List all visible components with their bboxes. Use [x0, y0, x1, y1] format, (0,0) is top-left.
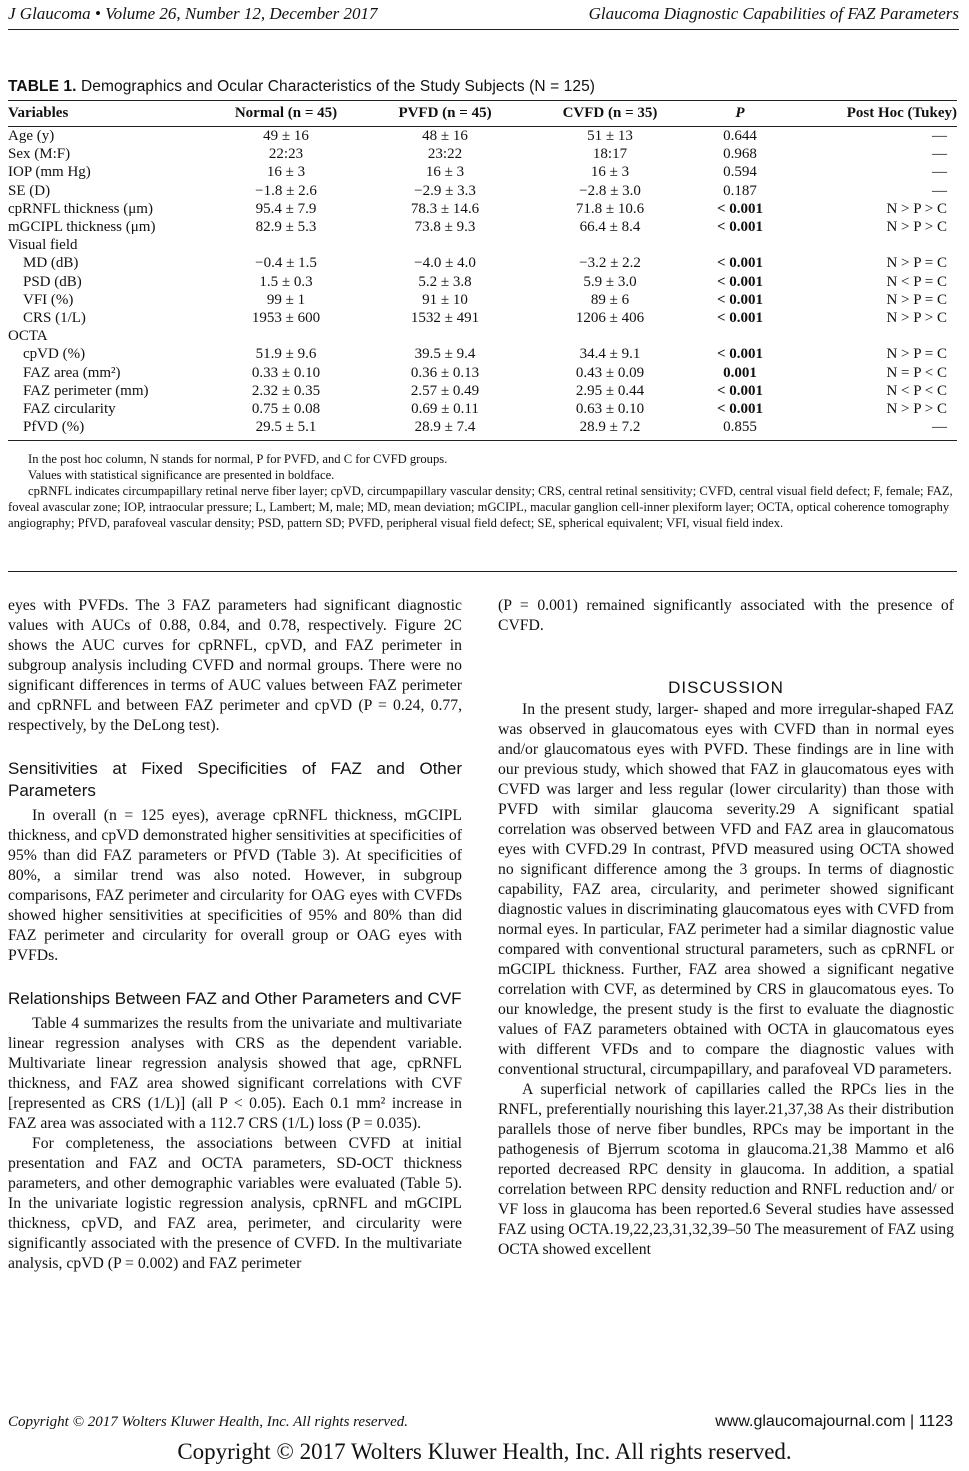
cell-p-value: < 0.001 — [716, 401, 764, 418]
row-label: SE (D) — [8, 182, 51, 199]
cell-posthoc — [788, 327, 957, 345]
cell-posthoc: N > P = C — [886, 346, 947, 363]
cell-cvfd: 28.9 ± 7.2 — [579, 419, 641, 436]
paragraph: For completeness, the associations between CVFD at initial presentation and FAZ and OCTA parameters, SD-OCT thickness parameters, and other demographic variables were evaluated (Table 5). In the univariate logistic regression analysis, cpRNFL and mGCIPL thickness, cpVD, and FAZ area, perimeter, and circularity were significantly associated with the presence of CVFD. In the multivariate analysis, cpVD (P = 0.002) and FAZ perimeter — [8, 1135, 462, 1272]
cell-normal: −0.4 ± 1.5 — [255, 255, 317, 272]
cell-pvfd: 0.69 ± 0.11 — [411, 401, 479, 418]
cell-normal — [210, 327, 362, 345]
cell-normal: 51.9 ± 9.6 — [255, 346, 317, 363]
col-header-p: P — [735, 105, 745, 121]
table-row — [8, 236, 957, 254]
table-row — [8, 418, 957, 436]
cell-posthoc: — — [932, 164, 947, 181]
cell-cvfd: 1206 ± 406 — [575, 310, 645, 327]
journal-citation: J Glaucoma • Volume 26, Number 12, December 2017 — [8, 4, 378, 23]
cell-normal: 2.32 ± 0.35 — [251, 382, 321, 399]
cell-normal: 82.9 ± 5.3 — [255, 219, 317, 236]
cell-posthoc — [788, 236, 957, 254]
section-heading-discussion: DISCUSSION — [668, 678, 784, 697]
table-row — [8, 200, 957, 218]
running-header — [8, 3, 959, 25]
table-1 — [8, 78, 957, 531]
cell-p-value: 0.001 — [723, 364, 757, 381]
demographics-table — [8, 101, 957, 436]
cell-normal: 0.33 ± 0.10 — [251, 364, 321, 381]
cell-posthoc: — — [932, 182, 947, 199]
row-label: mGCIPL thickness (μm) — [8, 219, 156, 236]
cell-p-value: < 0.001 — [716, 273, 764, 290]
table-row — [8, 273, 957, 291]
cell-posthoc: N > P = C — [886, 291, 947, 308]
cell-p-value: < 0.001 — [716, 255, 764, 272]
table-footnotes — [8, 451, 957, 531]
bottom-copyright: Copyright © 2017 Wolters Kluwer Health, Inc. All rights reserved. — [177, 1439, 792, 1464]
cell-p-value: 0.968 — [723, 146, 757, 163]
cell-p-value: 0.594 — [723, 164, 757, 181]
row-label: Age (y) — [8, 128, 55, 144]
cell-pvfd: 91 ± 10 — [422, 291, 468, 308]
row-label: IOP (mm Hg) — [8, 164, 91, 181]
cell-pvfd: 73.8 ± 9.3 — [414, 219, 476, 236]
paragraph: (P = 0.001) remained significantly associated with the presence of CVFD. — [498, 597, 954, 634]
cell-pvfd: −4.0 ± 4.0 — [414, 255, 476, 272]
cell-cvfd: 5.9 ± 3.0 — [583, 273, 637, 290]
cell-p-value: < 0.001 — [716, 346, 764, 363]
col-header-cvfd: CVFD (n = 35) — [562, 105, 658, 121]
row-label: FAZ area (mm²) — [23, 364, 121, 381]
cell-posthoc: N > P > C — [886, 200, 947, 217]
cell-p-value: < 0.001 — [716, 382, 764, 399]
cell-posthoc: N < P < C — [886, 382, 947, 399]
row-label: OCTA — [8, 328, 48, 345]
cell-pvfd: 2.57 ± 0.49 — [410, 382, 480, 399]
paragraph: In overall (n = 125 eyes), average cpRNFL thickness, mGCIPL thickness, and cpVD demonstrated higher sensitivities at specificities of 95% than did FAZ parameters or PfVD (Table 3). At specificities of 80%, a similar trend was also noted. However, in subgroup comparisons, FAZ perimeter and circularity for OAG eyes with CVFDs showed higher sensitivities at specificities of 95% and 80% than did FAZ perimeter and circularity for overall group or OAG eyes with PVFDs. — [8, 807, 462, 964]
row-label: CRS (1/L) — [23, 310, 86, 327]
table-title: Demographics and Ocular Characteristics of the Study Subjects (N = 125) — [80, 78, 596, 95]
cell-pvfd: 1532 ± 491 — [410, 310, 480, 327]
cell-posthoc: N > P = C — [886, 255, 947, 272]
cell-p-value: 0.644 — [723, 128, 757, 144]
footer-copyright: Copyright © 2017 Wolters Kluwer Health, Inc. All rights reserved. — [8, 1413, 408, 1430]
footnote-abbreviations: cpRNFL indicates circumpapillary retinal nerve fiber layer; cpVD, circumpapillary vascular density; CRS, central retinal sensitivity; CVFD, central visual field defect; F, female; FAZ, foveal avascular zone; IOP, intraocular pressure; L, Lambert; M, male; MD, mean deviation; mGCIPL, macular ganglion cell-inner plexiform layer; OCTA, optical coherence tomography angiography; PfVD, parafoveal vascular density; PSD, pattern SD; PVFD, peripheral visual field defect; SE, spherical equivalent; VFI, visual field index. — [8, 484, 953, 531]
cell-pvfd: 23:22 — [427, 146, 463, 163]
table-bottom-rule — [8, 440, 957, 441]
cell-posthoc: N < P = C — [886, 273, 947, 290]
table-row — [8, 145, 957, 163]
cell-posthoc: N > P > C — [886, 401, 947, 418]
table-row — [8, 182, 957, 200]
row-label: PSD (dB) — [23, 273, 82, 290]
cell-cvfd: 2.95 ± 0.44 — [575, 382, 645, 399]
paragraph: Table 4 summarizes the results from the univariate and multivariate linear regression analyses with CRS as the dependent variable. Multivariate linear regression analysis showed that age, cpRNFL thickness, and FAZ area showed significant correlations with CVF [represented as CRS (1/L)] (all P < 0.05). Each 0.1 mm² increase in FAZ area was associated with a 112.7 CRS (1/L) loss (P = 0.035). — [8, 1015, 462, 1132]
cell-pvfd: 0.36 ± 0.13 — [410, 364, 480, 381]
table-row — [8, 218, 957, 236]
cell-normal: 95.4 ± 7.9 — [255, 200, 317, 217]
table-row — [8, 127, 957, 145]
table-row — [8, 254, 957, 272]
table-caption — [8, 78, 957, 96]
section-heading-sensitivities: Sensitivities at Fixed Specificities of FAZ and Other Parameters — [8, 759, 462, 800]
cell-pvfd: −2.9 ± 3.3 — [414, 182, 476, 199]
cell-normal: 49 ± 16 — [263, 128, 309, 144]
cell-pvfd — [362, 236, 528, 254]
cell-cvfd: 18:17 — [592, 146, 628, 163]
section-heading-relationships: Relationships Between FAZ and Other Parameters and CVF — [8, 989, 462, 1008]
cell-p-value: < 0.001 — [716, 291, 764, 308]
footnote-boldface: Values with statistical significance are presented in boldface. — [28, 468, 335, 483]
cell-cvfd: 34.4 ± 9.1 — [579, 346, 641, 363]
table-row — [8, 400, 957, 418]
footer-journal-page: www.glaucomajournal.com | 1123 — [715, 1413, 953, 1430]
table-row — [8, 327, 957, 345]
cell-cvfd: −2.8 ± 3.0 — [579, 182, 641, 199]
cell-posthoc: N = P < C — [886, 364, 947, 381]
cell-normal: 1.5 ± 0.3 — [259, 273, 313, 290]
cell-cvfd — [528, 327, 692, 345]
article-short-title: Glaucoma Diagnostic Capabilities of FAZ Parameters — [588, 4, 959, 23]
cell-cvfd: 0.43 ± 0.09 — [575, 364, 645, 381]
cell-posthoc: N > P > C — [886, 219, 947, 236]
cell-posthoc: — — [932, 419, 947, 436]
cell-p-value: < 0.001 — [716, 219, 764, 236]
cell-normal: 22:23 — [268, 146, 304, 163]
cell-pvfd: 78.3 ± 14.6 — [410, 200, 480, 217]
table-row — [8, 291, 957, 309]
cell-normal: 0.75 ± 0.08 — [251, 401, 321, 418]
table-row — [8, 345, 957, 363]
cell-cvfd: 89 ± 6 — [590, 291, 630, 308]
cell-p-value: 0.855 — [723, 419, 757, 436]
table-row — [8, 163, 957, 181]
cell-cvfd: 16 ± 3 — [590, 164, 630, 181]
row-label: MD (dB) — [23, 255, 79, 272]
footnote-posthoc: In the post hoc column, N stands for normal, P for PVFD, and C for CVFD groups. — [28, 452, 448, 467]
cell-p-value — [692, 327, 788, 345]
page-footer — [8, 1412, 953, 1432]
cell-pvfd — [362, 327, 528, 345]
col-header-pvfd: PVFD (n = 45) — [398, 105, 492, 121]
row-label: cpVD (%) — [23, 346, 86, 363]
row-label: FAZ perimeter (mm) — [23, 382, 149, 399]
col-header-variables: Variables — [8, 105, 69, 121]
cell-posthoc: — — [932, 128, 947, 144]
cell-p-value: < 0.001 — [716, 200, 764, 217]
row-label: PfVD (%) — [23, 419, 85, 436]
col-header-normal: Normal (n = 45) — [234, 105, 338, 121]
cell-pvfd: 28.9 ± 7.4 — [414, 419, 476, 436]
cell-normal: 16 ± 3 — [266, 164, 306, 181]
cell-normal — [210, 236, 362, 254]
table-footnote-rule — [8, 571, 957, 572]
cell-cvfd — [528, 236, 692, 254]
cell-pvfd: 39.5 ± 9.4 — [414, 346, 476, 363]
cell-pvfd: 48 ± 16 — [422, 128, 468, 144]
cell-normal: −1.8 ± 2.6 — [255, 182, 317, 199]
row-label: FAZ circularity — [23, 401, 116, 418]
table-body — [8, 126, 957, 436]
cell-normal: 1953 ± 600 — [251, 310, 321, 327]
row-label: Sex (M:F) — [8, 146, 71, 163]
row-label: VFI (%) — [23, 291, 74, 308]
cell-cvfd: −3.2 ± 2.2 — [579, 255, 641, 272]
cell-p-value: < 0.001 — [716, 310, 764, 327]
cell-normal: 99 ± 1 — [266, 291, 306, 308]
table-row — [8, 382, 957, 400]
cell-pvfd: 5.2 ± 3.8 — [418, 273, 472, 290]
cell-cvfd: 51 ± 13 — [587, 128, 633, 144]
cell-p-value: 0.187 — [723, 182, 757, 199]
cell-cvfd: 71.8 ± 10.6 — [575, 200, 645, 217]
paragraph: In the present study, larger- shaped and more irregular-shaped FAZ was observed in glaucomatous eyes with CVFD than in normal eyes and/or glaucomatous eyes with PVFD. These findings are in line with our previous study, which showed that FAZ in glaucomatous eyes with CVFD was larger and less regular (lower circularity) than those with PVFD with similar glaucoma severity.29 A significant spatial correlation was observed between VFD and FAZ area in glaucomatous eyes with CVFD.29 In contrast, PfVD measured using OCTA showed no significant difference among the 3 groups. In terms of diagnostic capability, FAZ area, circularity, and perimeter showed significant diagnostic values in discriminating glaucomatous eyes with CVFD from normal eyes. In particular, FAZ perimeter had a similar diagnostic value compared with conventional structural parameters, such as cpRNFL or mGCIPL thickness. Further, FAZ area showed a significant negative correlation with CVF, as determined by CRS in glaucomatous eyes. To our knowledge, the present study is the first to evaluate the diagnostic values of FAZ parameters obtained with OCTA in glaucomatous eyes with different VFDs and to compare the diagnostic values with conventional structural, circumpapillary, and parafoveal VD parameters. — [498, 701, 954, 1078]
row-label: Visual field — [8, 237, 78, 254]
row-label: cpRNFL thickness (μm) — [8, 200, 153, 217]
header-rule — [8, 29, 959, 30]
cell-p-value — [692, 236, 788, 254]
cell-pvfd: 16 ± 3 — [425, 164, 465, 181]
paragraph: eyes with PVFDs. The 3 FAZ parameters had significant diagnostic values with AUCs of 0.88, 0.84, and 0.78, respectively. Figure 2C shows the AUC curves for cpRNFL, cpVD, and FAZ perimeter in subgroup analysis including CVFD and normal groups. There were no significant differences in terms of AUC values between FAZ perimeter and cpRNFL and between FAZ perimeter and cpVD (P = 0.24, 0.77, respectively, by the DeLong test). — [8, 597, 462, 734]
cell-posthoc: N > P > C — [886, 310, 947, 327]
cell-normal: 29.5 ± 5.1 — [255, 419, 317, 436]
right-column — [498, 596, 954, 1260]
table-label: TABLE 1. — [8, 78, 77, 95]
table-row — [8, 364, 957, 382]
left-column — [8, 596, 462, 1274]
col-header-posthoc: Post Hoc (Tukey) — [846, 105, 957, 121]
cell-cvfd: 66.4 ± 8.4 — [579, 219, 641, 236]
table-header-row — [8, 101, 957, 126]
paragraph: A superficial network of capillaries called the RPCs lies in the RNFL, preferentially nourishing this layer.21,37,38 As their distribution parallels those of nerve fiber bundles, RPCs may be important in the pathogenesis of Bjerrum scotoma in glaucoma.21,38 Mammo et al6 reported decreased RPC density in glaucoma. In addition, a spatial correlation between RPC density reduction and RNFL reduction and/ or VF loss in glaucoma has been reported.6 Several studies have assessed FAZ using OCTA.19,22,23,31,32,39–50 The measurement of FAZ using OCTA showed excellent — [498, 1081, 954, 1258]
cell-cvfd: 0.63 ± 0.10 — [575, 401, 645, 418]
table-row — [8, 309, 957, 327]
cell-posthoc: — — [932, 146, 947, 163]
